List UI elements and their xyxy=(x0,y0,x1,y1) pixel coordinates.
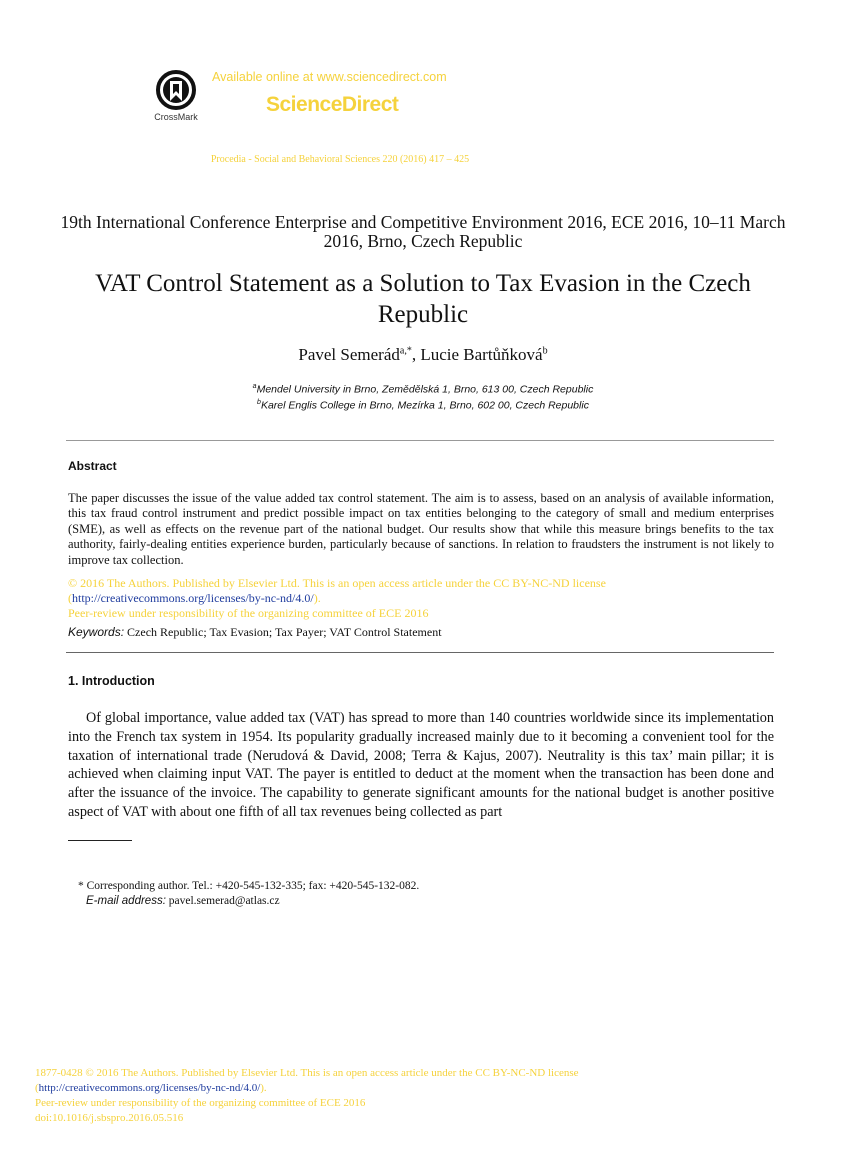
license-open-paren: ( xyxy=(68,591,72,605)
keywords-text: Czech Republic; Tax Evasion; Tax Payer; VAT Control Statement xyxy=(124,625,442,639)
email-label: E-mail address: xyxy=(86,895,166,907)
crossmark-badge[interactable] xyxy=(146,70,206,122)
email-footnote xyxy=(86,895,280,907)
introduction-heading: 1. Introduction xyxy=(68,674,155,688)
sciencedirect-logo: ScienceDirect xyxy=(266,93,399,116)
bottom-peer-review: Peer-review under responsibility of the organizing committee of ECE 2016 xyxy=(35,1097,366,1109)
license-url-link[interactable]: http://creativecommons.org/licenses/by-nc-nd/4.0/ xyxy=(72,591,314,605)
author-2-name: Lucie Bartůňková xyxy=(420,345,543,364)
bottom-license-url-line xyxy=(35,1081,267,1096)
author-1-name: Pavel Semerád xyxy=(298,345,400,364)
affiliation-b-text: Karel Englis College in Brno, Mezírka 1, Brno, 602 00, Czech Republic xyxy=(260,399,589,412)
author-separator: , xyxy=(411,345,421,364)
abstract-top-rule xyxy=(66,440,774,441)
introduction-paragraph: Of global importance, value added tax (VAT) has spread to more than 140 countries worldwide since its implementation into the French tax system in 1954. Its popularity gradually increased mainly due to it becoming a convenient tool for the taxation of international trade (Nerudová & David, 2008; Terra & Kajus, 2007). Neutrality is this tax’ main pillar; it is achieved when claiming input VAT. The payer is entitled to deduct at the moment when the transaction has been done and after the issuance of the invoice. The capability to generate significant amounts for the national budget is another positive aspect of VAT with about one fifth of all tax revenues being collected as part xyxy=(68,710,774,820)
issn-license-line: 1877-0428 © 2016 The Authors. Published by Elsevier Ltd. This is an open access article under the CC BY-NC-ND license xyxy=(35,1067,579,1079)
journal-reference: Procedia - Social and Behavioral Sciences 220 (2016) 417 – 425 xyxy=(210,154,470,165)
license-close-paren: ). xyxy=(313,591,321,605)
author-list xyxy=(0,345,846,365)
license-url-line xyxy=(68,591,321,606)
crossmark-label: CrossMark xyxy=(154,112,198,122)
doi-line[interactable]: doi:10.1016/j.sbspro.2016.05.516 xyxy=(35,1112,184,1124)
affiliation-b-mark: b xyxy=(257,399,261,406)
bottom-license-url-link[interactable]: http://creativecommons.org/licenses/by-nc-nd/4.0/ xyxy=(38,1082,261,1094)
abstract-heading: Abstract xyxy=(68,459,117,473)
keywords-label: Keywords: xyxy=(68,625,125,639)
affiliation-b xyxy=(0,399,846,412)
license-statement: © 2016 The Authors. Published by Elsevier Ltd. This is an open access article under the CC BY-NC-ND license xyxy=(68,576,606,590)
bottom-open-paren: ( xyxy=(35,1082,39,1094)
footnote-rule xyxy=(68,840,132,841)
affiliation-a-text: Mendel University in Brno, Zemědělská 1, Brno, 613 00, Czech Republic xyxy=(256,383,594,396)
author-1-affiliation-mark: a,* xyxy=(399,345,412,357)
paper-title: VAT Control Statement as a Solution to Tax Evasion in the Czech Republic xyxy=(95,270,751,328)
email-address: pavel.semerad@atlas.cz xyxy=(165,895,280,907)
abstract-bottom-rule xyxy=(66,652,774,653)
abstract-text: The paper discusses the issue of the value added tax control statement. The aim is to assess, based on an analysis of available information, this tax fraud control instrument and predict possible impact on tax entities belonging to the category of small and medium enterprises (SME), as well as effects on the revenue part of the national budget. Our results show that while this measure brings benefits to the tax authority, fairly-dealing entities experience burden, particularly because of sanctions. In relation to fraudsters the instrument is not likely to improve tax collection. xyxy=(68,491,774,567)
affiliation-a xyxy=(0,383,846,396)
crossmark-icon xyxy=(156,70,196,110)
author-2-affiliation-mark: b xyxy=(542,345,548,357)
available-online-link[interactable]: Available online at www.sciencedirect.com xyxy=(212,70,447,84)
corresponding-author-footnote: * Corresponding author. Tel.: +420-545-132-335; fax: +420-545-132-082. xyxy=(78,880,420,892)
peer-review-statement: Peer-review under responsibility of the organizing committee of ECE 2016 xyxy=(68,606,429,620)
affiliation-a-mark: a xyxy=(252,383,257,390)
bottom-close-paren: ). xyxy=(260,1082,267,1094)
keywords-line xyxy=(68,625,442,640)
conference-name: 19th International Conference Enterprise and Competitive Environment 2016, ECE 2016, 10–11 March 2016, Brno, Czech Republic xyxy=(60,212,786,251)
